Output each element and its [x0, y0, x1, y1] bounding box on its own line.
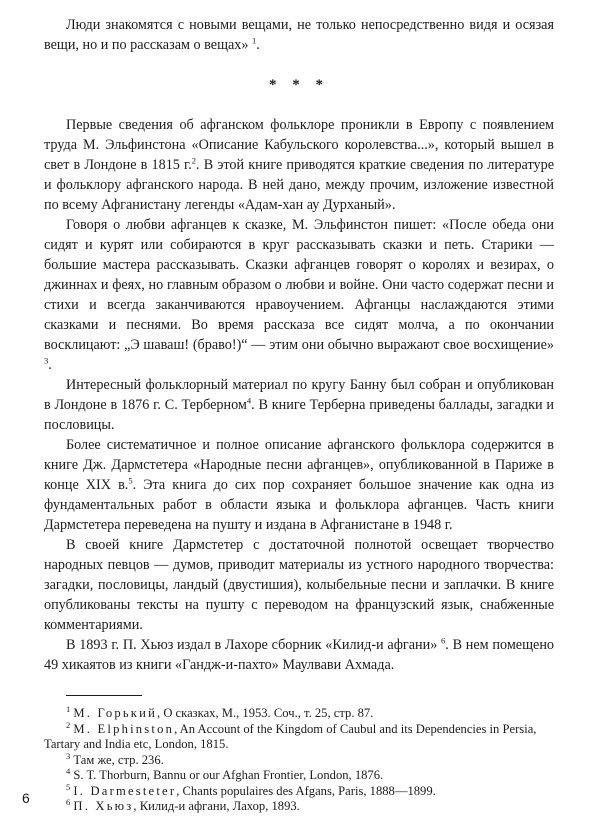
footnote-text: , О сказках, М., 1953. Соч., т. 25, стр. 87. — [157, 706, 374, 720]
paragraph-text: Более систематичное и полное описание афганского фольклора содержится в книге Дж. Дармстетера «Народные песни афганцев», опубликованной в Париже в конце XIX в. — [44, 437, 554, 493]
footnote-number: 6 — [66, 796, 71, 807]
paragraph-text: Первые сведения об афганском фольклоре проникли в Европу с появлением труда М. Эльфинстона «Описание Кабульского королевства...», который вышел в свет в Лондоне в 1815 г. — [44, 117, 554, 173]
section-separator: * * * — [269, 77, 329, 93]
paragraph-text: . Эта книга до сих пор сохраняет большое значение как одна из фундаментальных работ в области языка и фольклора афганцев. Часть книги Дармстетера переведена на пушту и издана в Афганистане в 1948 г. — [44, 477, 554, 533]
paragraph-text: Говоря о любви афганцев к сказке, М. Эльфинстон пишет: «После обеда они сидят и курят или собираются в круг рассказывать сказки и петь. Старики — большие мастера рассказывать. Сказки афганцев говорят о королях и везирах, о джиннах и феях, но главным образом о любви и войне. Они часто содержат песни и стихи и всегда заканчиваются нравоучением. Афганцы наслаждаются этими сказками и песнями. Во время рассказа все сидят молча, а по окончании восклицают: „Э шаваш! (браво!)“ — этим они обычно выражают свое восхищение» — [44, 217, 554, 353]
footnotes — [44, 703, 554, 815]
footnote-number: 3 — [66, 750, 71, 761]
footnote — [44, 765, 554, 784]
footnote-ref: 5 — [128, 475, 133, 486]
paragraph-text: . — [48, 357, 52, 373]
footnote-text: , Chants populaires des Afgans, Paris, 1888—1899. — [176, 783, 436, 798]
footnote — [44, 719, 554, 753]
footnote-divider — [66, 695, 142, 696]
footnote-ref: 4 — [246, 395, 252, 406]
footnote-number: 5 — [66, 781, 71, 792]
footnote-author: M. Elphinston — [73, 721, 175, 736]
paragraph-text: В своей книге Дармстетер с достаточной полнотой освещает творчество народных певцов — думов, приводит материалы из устного народного творчества: загадки, пословицы, ландый (двустишия), колыбельные песни и заплачки. В книге опубликованы тексты на пушту с переводом на французский язык, снабженные комментариями. — [44, 537, 554, 633]
quote-tail: . — [256, 37, 260, 53]
page — [44, 15, 554, 815]
footnote-author: I. Darmesteter — [73, 783, 177, 798]
footnote — [44, 796, 554, 815]
page-number: 6 — [22, 790, 30, 806]
paragraph-text: . В нем помещено 49 хикаятов из книги «Гандж-и-пахто» Маулвави Ахмада. — [44, 637, 555, 673]
footnote-number: 1 — [66, 703, 71, 714]
paragraph-text: . В книге Терберна приведены баллады, загадки и пословицы. — [44, 397, 554, 433]
paragraph-text: Интересный фольклорный материал по кругу Банну был собран и опубликован в Лондоне в 1876 г. С. Терберном — [44, 377, 554, 413]
paragraph — [44, 435, 554, 535]
quote-paragraph — [44, 15, 554, 55]
footnote-ref: 3 — [44, 355, 49, 366]
footnote-number: 4 — [66, 765, 71, 776]
footnote-author: П. Хьюз — [73, 799, 134, 813]
main-text — [44, 15, 554, 675]
paragraph — [44, 635, 554, 675]
quote-text: Люди знакомятся с новыми вещами, не только непосредственно видя и осязая вещи, но и по рассказам о вещах» — [44, 17, 554, 53]
footnote-ref: 6 — [441, 635, 446, 646]
footnote-text: S. T. Thorburn, Bannu or our Afghan Frontier, London, 1876. — [73, 768, 384, 782]
paragraph — [44, 115, 554, 215]
paragraph — [44, 375, 554, 435]
paragraph — [44, 535, 554, 635]
footnote-author: М. Горький — [73, 706, 158, 720]
paragraph-text: В 1893 г. П. Хьюз издал в Лахоре сборник «Килид-и афгани» — [66, 637, 438, 653]
footnote-text: , An Account of the Kingdom of Caubul and its Dependencies in Persia, Tartary and India etc, London, 1815. — [44, 721, 537, 751]
footnote-number: 2 — [66, 719, 71, 730]
footnote-text: Там же, стр. 236. — [73, 752, 164, 767]
paragraph-text: . В этой книге приводятся краткие сведения по литературе и фольклору афганского народа. В ней дано, между прочим, изложение известной по всему Афганистану легенды «Адам-хан ау Дурханый». — [44, 157, 554, 213]
footnote — [44, 703, 554, 722]
paragraph — [44, 215, 554, 375]
footnote-ref: 1 — [252, 35, 257, 46]
footnote — [44, 750, 554, 769]
footnote-text: , Килид-и афгани, Лахор, 1893. — [133, 799, 300, 813]
footnote — [44, 781, 554, 800]
footnote-ref: 2 — [191, 155, 197, 166]
